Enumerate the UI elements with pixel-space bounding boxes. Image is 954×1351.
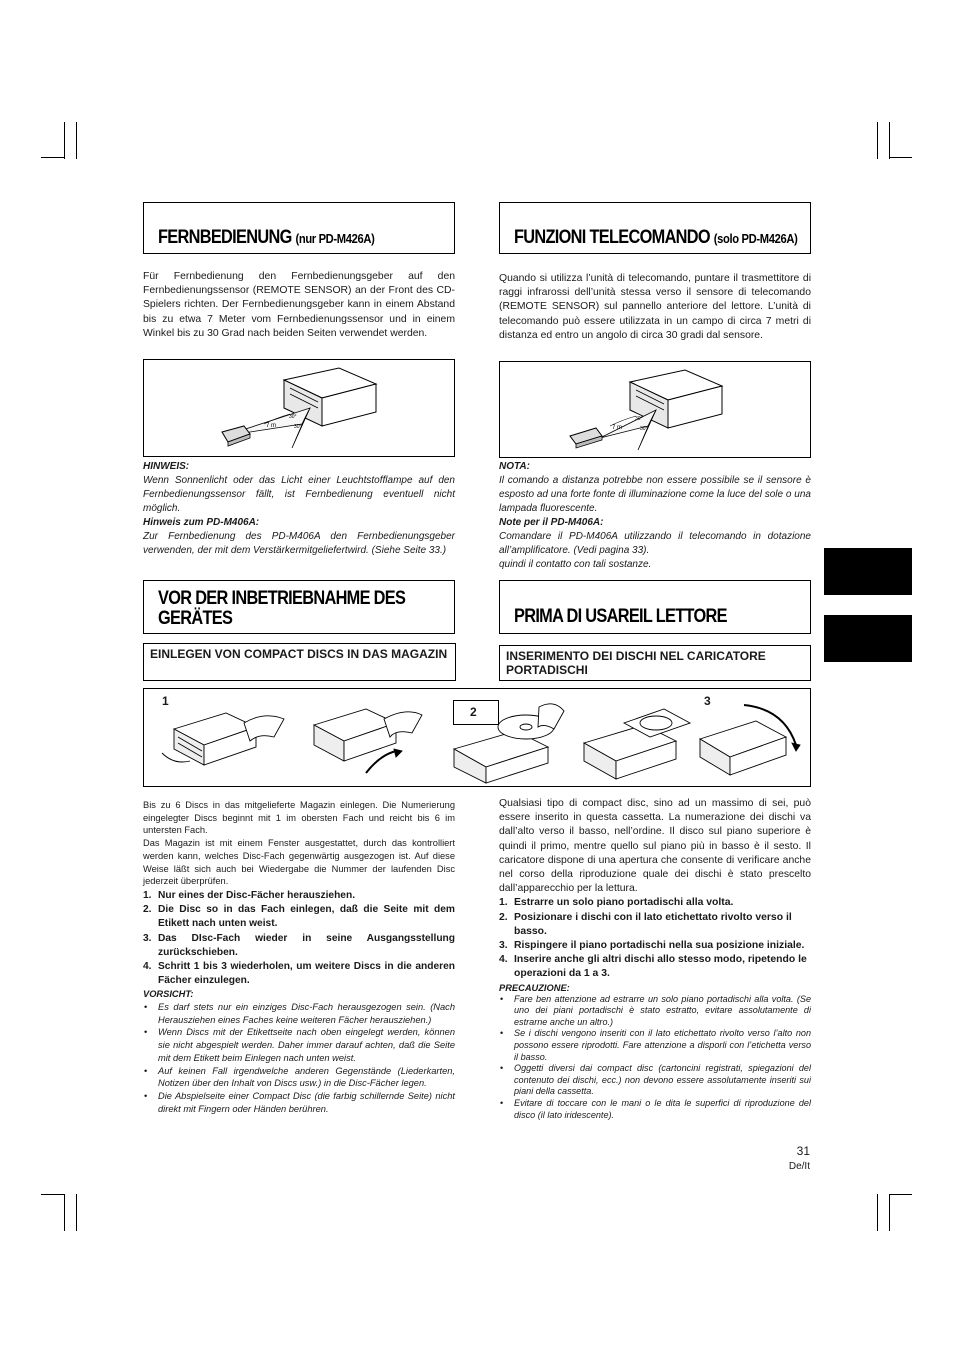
list-item: 2. Die Disc so in das Fach einlegen, daß die Seite mit dem Etikett nach unten weist.	[143, 904, 455, 930]
remote-figure-it	[499, 361, 811, 458]
list-item: 3. Das DIsc-Fach wieder in seine Ausgangsstellung zurückschieben.	[143, 932, 455, 958]
section-title-line: GERÄTES	[158, 608, 233, 629]
note-text: Comandare il PD-M406A utilizzando il telecomando in dotazione all’amplificatore. (Vedi pagina 33).	[499, 531, 811, 556]
note-title: Hinweis zum PD-M406A:	[143, 517, 260, 528]
caution-title: VORSICHT:	[143, 989, 194, 1000]
crop-mark	[889, 1194, 890, 1231]
figure-step-label: 3	[704, 694, 711, 708]
remote-intro-it: Quando si utilizza l’unità di telecomando, puntare il trasmettitore di raggi infrarossi dell’unità stessa verso il sensore di telecomando (REMOTE SENSOR) sul pannello anteriore del lettore. L’unità di telecomando può essere utilizzata in un campo di circa 7 metri di distanza ed entro un angolo di circa 30 gradi dal sensore.	[499, 273, 811, 341]
section-title	[158, 589, 405, 629]
list-item: 3. Rispingere il piano portadischi nella sua posizione iniziale.	[499, 940, 805, 952]
section-title-sub: (solo PD-M426A)	[713, 231, 798, 246]
note-title: NOTA:	[499, 461, 530, 472]
angle-label: 30°	[635, 416, 643, 422]
angle-label: 30°	[289, 414, 297, 420]
section-title-box-inbetriebnahme	[143, 580, 455, 634]
subheading-it: INSERIMENTO DEI DISCHI NEL CARICATORE PORTADISCHI	[499, 645, 811, 681]
list-item: • Oggetti diversi dai compact disc (cartoncini registrati, spiegazioni del contenuto dei dischi, ecc.) non devono essere assolutamente inseriti sui piani della cassetta.	[499, 1063, 811, 1098]
notes-it	[499, 460, 811, 572]
list-item: • Fare ben attenzione ad estrarre un solo piano portadischi alla volta. (Se uno dei piani portadischi è stato estratto, evitare assolutamente di estrarne anche un altro.)	[499, 994, 811, 1029]
caution-title: PRECAUZIONE:	[499, 982, 570, 993]
body-de	[143, 799, 455, 1115]
section-title: PRIMA DI USAREIL LETTORE	[514, 606, 727, 627]
crop-mark	[64, 1194, 65, 1231]
magazine-loading-figure	[143, 688, 811, 787]
body-paragraph: Qualsiasi tipo di compact disc, sino ad un massimo di sei, può essere inserito in questa cassetta. La numerazione dei dischi va dall’alto verso il basso, nell’ordine. Il disco sul piano superiore è quindi il primo, mentre quello sul piano più in basso è il sesto. Il caricatore dispone di una apertura che consente di verificare anche nel corso della riproduzione quale dei dischi è stato prescelto dall’apparecchio per la lettura.	[499, 798, 811, 895]
caution-list-de	[143, 1001, 455, 1115]
section-title-box-telecomando	[499, 202, 811, 254]
crop-mark	[877, 1194, 878, 1231]
note-title: Note per il PD-M406A:	[499, 517, 604, 528]
notes-de	[143, 460, 455, 558]
figure-step-label: 1	[162, 694, 169, 708]
note-text: quindi il contatto con tali sostanze.	[499, 559, 652, 570]
list-item: • Se i dischi vengono inseriti con il lato etichettato rivolto verso l’alto non possono essere riprodotti. Fare attenzione a disporli con l’etichetta verso il basso.	[499, 1028, 811, 1063]
steps-list-it	[499, 896, 811, 981]
crop-mark	[41, 157, 64, 158]
remote-figure-de	[143, 359, 455, 457]
remote-sensor-illustration	[144, 360, 454, 456]
crop-mark	[877, 122, 878, 159]
list-item: • Evitare di toccare con le mani o le dita le superfici di riproduzione del disco (il lato iridescente).	[499, 1098, 811, 1121]
distance-label: 7 m	[612, 425, 623, 431]
section-title-main: FERNBEDIENUNG	[158, 227, 292, 248]
body-it	[499, 797, 811, 1121]
list-item: • Wenn Discs mit der Etikettseite nach oben eingelegt werden, können sie nicht abgespielt werden. Daher immer darauf achten, daß die Seite mit dem Etikett beim Einlegen nach unten weist.	[143, 1026, 455, 1064]
body-paragraph: Das Magazin ist mit einem Fenster ausgestattet, durch das kontrolliert werden kann, welches Disc-Fach gegenwärtig ausgezogen ist. Auf diese Weise läßt sich auch bei Wiedergabe die Nummer der laufenden Disc jederzeit überprüfen.	[143, 838, 455, 887]
list-item: • Auf keinen Fall irgendwelche anderen Gegenstände (Liederkarten, Notizen über den Inhalt von Discs usw.) in die Disc-Fächer legen.	[143, 1065, 455, 1090]
list-item: 4. Schritt 1 bis 3 wiederholen, um weitere Discs in die anderen Fächer einzulegen.	[143, 960, 455, 987]
crop-mark	[64, 122, 65, 159]
section-title	[514, 227, 797, 249]
list-item: 4. Inserire anche gli altri dischi allo stesso modo, ripetendo le operazioni da 1 a 3.	[499, 954, 807, 980]
crop-mark	[889, 122, 890, 159]
subheading-de: EINLEGEN VON COMPACT DISCS IN DAS MAGAZIN	[143, 643, 456, 681]
distance-label: 7 m	[266, 423, 277, 429]
list-item: 1. Estrarre un solo piano portadischi alla volta.	[499, 897, 734, 909]
note-text: Wenn Sonnenlicht oder das Licht einer Leuchtstofflampe auf den Fernbedienungssensor fällt, ist Fernbedienung eventuell nicht möglich.	[143, 475, 455, 514]
page-number: 31	[796, 1144, 810, 1158]
note-title: HINWEIS:	[143, 461, 190, 472]
caution-list-it	[499, 994, 811, 1122]
note-text: Il comando a distanza potrebbe non essere possibile se il sensore è esposto ad una forte fonte di illuminazione come la luce del sole o una lampada fluorescente.	[499, 475, 811, 514]
note-text: Zur Fernbedienung des PD-M406A den Fernbedienungsgeber verwenden, der mit dem Verstärkermitgeliefertwird. (Siehe Seite 33.)	[143, 531, 455, 556]
section-title-box-fernbedienung	[143, 202, 455, 254]
crop-mark	[76, 122, 77, 159]
language-code: De/It	[788, 1161, 810, 1172]
steps-list-de	[143, 889, 455, 988]
crop-mark	[76, 1194, 77, 1231]
language-tab-it	[824, 615, 912, 662]
list-item: 2. Posizionare i dischi con il lato etichettato rivolto verso il basso.	[499, 911, 792, 937]
crop-mark	[41, 1194, 64, 1195]
body-paragraph: Bis zu 6 Discs in das mitgelieferte Magazin einlegen. Die Numerierung eingelegter Discs beginnt mit 1 im obersten Fach und reicht bis 6 im untersten Fach.	[143, 800, 455, 836]
angle-label: 30°	[294, 424, 302, 430]
remote-sensor-illustration	[500, 362, 810, 457]
angle-label: 30°	[640, 426, 648, 432]
language-tab-de	[824, 548, 912, 595]
section-title-line: VOR DER INBETRIEBNAHME DES	[158, 588, 406, 609]
crop-mark	[889, 157, 912, 158]
section-title-main: FUNZIONI TELECOMANDO	[514, 227, 710, 248]
list-item: 1. Nur eines der Disc-Fächer herausziehen.	[143, 889, 356, 901]
section-title-box-prima	[499, 580, 811, 634]
remote-intro-de: Für Fernbedienung den Fernbedienungsgeber auf den Fernbedienungssensor (REMOTE SENSOR) an der Front des CD-Spielers richten. Der Fernbedienungsgeber kann in einem Abstand bis zu etwa 7 Meter vom Fernbedienungssensor und in einem Winkel bis zu 30 Grad nach beiden Seiten verwendet werden.	[143, 271, 455, 339]
section-title	[158, 227, 375, 249]
list-item: • Die Abspielseite einer Compact Disc (die farbig schillernde Seite) nicht direkt mit Fingern oder Händen berühren.	[143, 1090, 455, 1115]
magazine-illustration	[144, 689, 810, 786]
crop-mark	[889, 1194, 912, 1195]
list-item: • Es darf stets nur ein einziges Disc-Fach herausgezogen sein. (Nach Herausziehen eines Faches keine weiteren Fächer herausziehen.)	[143, 1001, 455, 1026]
section-title-sub: (nur PD-M426A)	[295, 231, 375, 246]
figure-step-label: 2	[470, 705, 477, 719]
